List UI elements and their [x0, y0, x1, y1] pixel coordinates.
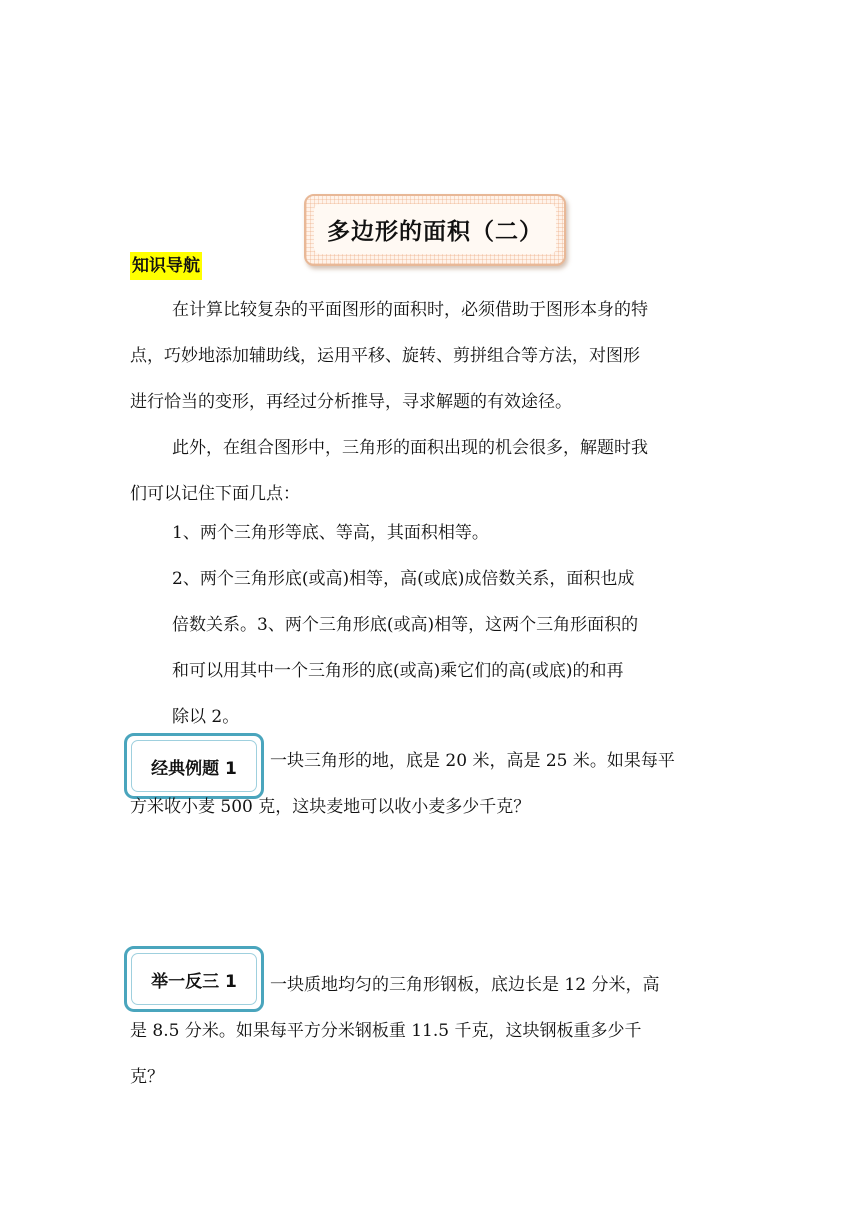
paragraph-line: 点，巧妙地添加辅助线，运用平移、旋转、剪拼组合等方法，对图形	[130, 346, 640, 366]
paragraph-line: 此外，在组合图形中，三角形的面积出现的机会很多，解题时我	[172, 438, 648, 458]
point-line: 2、两个三角形底(或高)相等，高(或底)成倍数关系，面积也成	[172, 569, 635, 589]
section-label: 知识导航	[130, 252, 202, 280]
page-title: 多边形的面积（二）	[314, 204, 556, 254]
paragraph-line: 在计算比较复杂的平面图形的面积时，必须借助于图形本身的特	[172, 300, 648, 320]
point-line: 和可以用其中一个三角形的底(或高)乘它们的高(或底)的和再	[172, 661, 624, 681]
title-banner	[304, 194, 566, 266]
point-line: 1、两个三角形等底、等高，其面积相等。	[172, 523, 489, 543]
paragraph-line: 进行恰当的变形，再经过分析推导，寻求解题的有效途径。	[130, 392, 572, 412]
practice-1-text: 一块质地均匀的三角形钢板，底边长是 12 分米，高	[270, 975, 660, 995]
practice-1-label: 举一反三 1	[131, 953, 257, 1005]
practice-1-text: 是 8.5 分米。如果每平方分米钢板重 11.5 千克，这块钢板重多少千	[130, 1021, 642, 1041]
practice-1-text: 克？	[130, 1067, 164, 1087]
example-1-badge	[124, 733, 264, 799]
point-line: 倍数关系。3、两个三角形底(或高)相等，这两个三角形面积的	[172, 615, 639, 635]
practice-1-badge	[124, 946, 264, 1012]
point-line: 除以 2。	[172, 707, 240, 727]
example-1-text: 方米收小麦 500 克，这块麦地可以收小麦多少千克？	[130, 797, 531, 817]
example-1-text: 一块三角形的地，底是 20 米，高是 25 米。如果每平	[270, 751, 675, 771]
paragraph-line: 们可以记住下面几点：	[130, 484, 300, 504]
example-1-label: 经典例题 1	[131, 740, 257, 792]
